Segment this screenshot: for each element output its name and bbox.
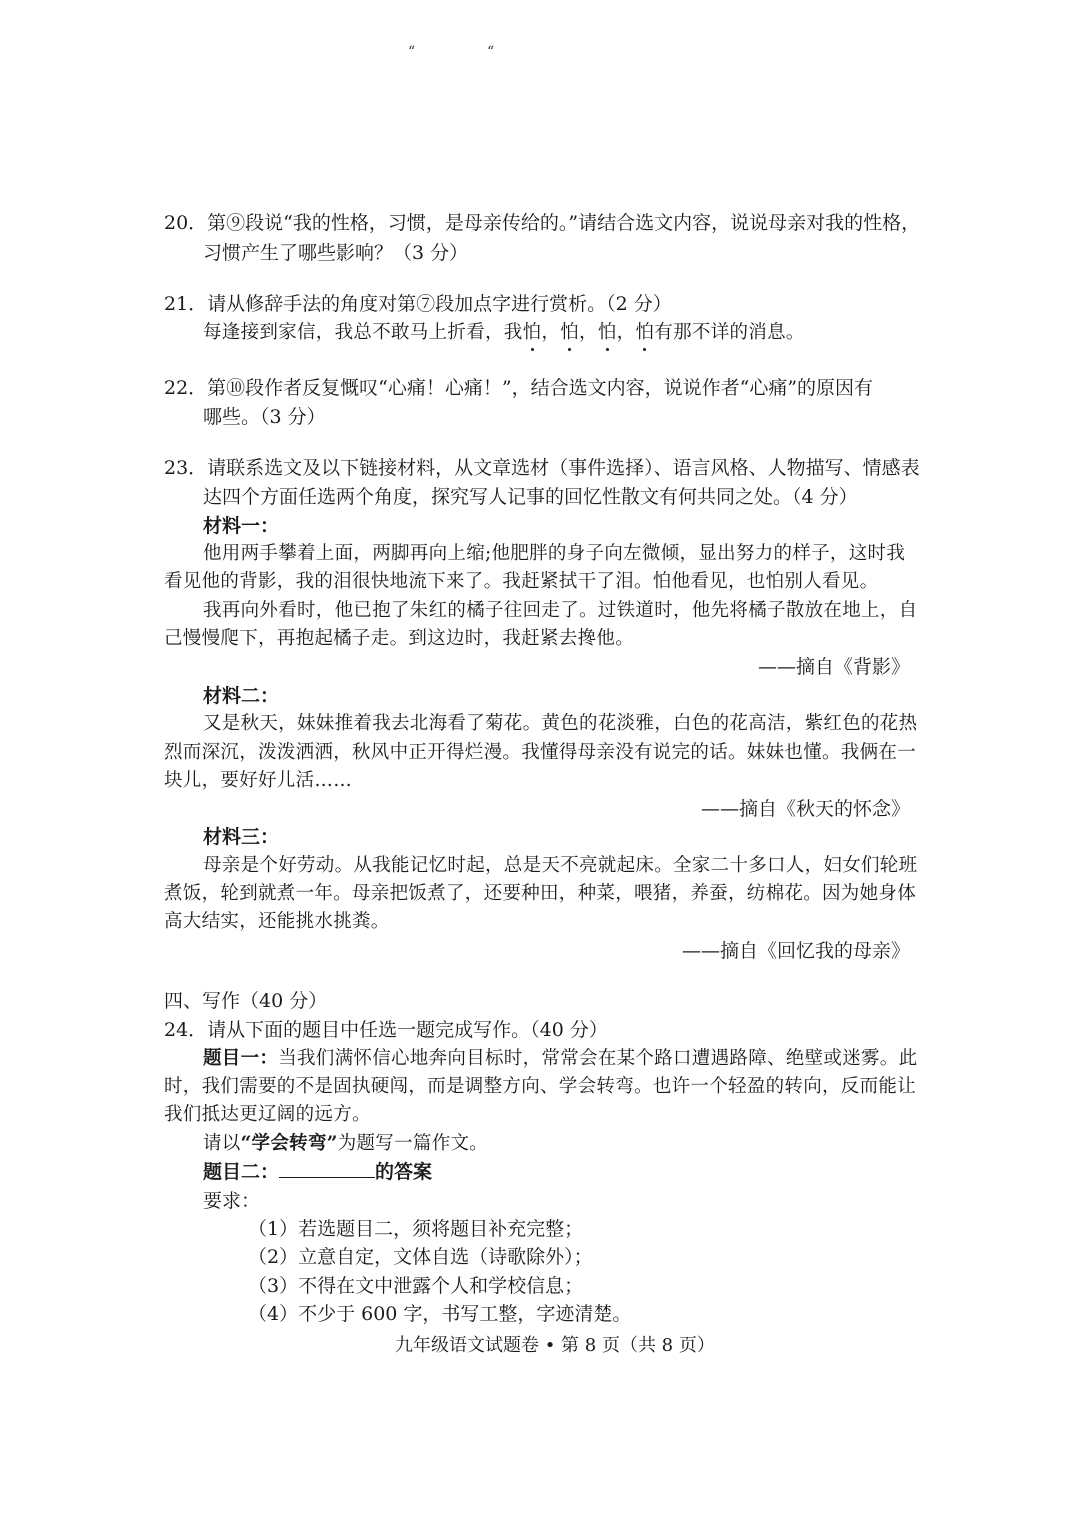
requirement-item: （1）若选题目二，须将题目补充完整； bbox=[248, 1218, 584, 1240]
topic-1-prompt-after: 为题写一篇作文。 bbox=[337, 1133, 489, 1154]
material-1-line: 看见他的背影，我的泪很快地流下来了。我赶紧拭干了泪。怕他看见，也怕别人看见。 bbox=[164, 571, 879, 592]
q21-line1: 21．请从修辞手法的角度对第⑦段加点字进行赏析。（2 分） bbox=[164, 293, 672, 315]
material-3-line: 母亲是个好劳动。从我能记忆时起，总是天不亮就起床。全家二十多口人，妇女们轮班 bbox=[203, 855, 918, 876]
dotted-char: 怕 bbox=[560, 318, 579, 344]
requirement-item: （2）立意自定，文体自选（诗歌除外）； bbox=[248, 1246, 593, 1268]
section-4-heading: 四、写作（40 分） bbox=[164, 990, 328, 1012]
q24-line: 24．请从下面的题目中任选一题完成写作。（40 分） bbox=[164, 1019, 608, 1041]
page-footer: 九年级语文试题卷 • 第 8 页（共 8 页） bbox=[395, 1335, 715, 1356]
dotted-char: 怕 bbox=[635, 318, 654, 344]
topic-2-label: 题目二： bbox=[203, 1161, 280, 1183]
material-2-line: 烈而深沉，泼泼洒洒，秋风中正开得烂漫。我懂得母亲没有说完的话。妹妹也懂。我俩在一 bbox=[164, 742, 917, 763]
topic-1-prompt bbox=[203, 1129, 488, 1155]
material-2-line: 又是秋天，妹妹推着我去北海看了菊花。黄色的花淡雅，白色的花高洁，紫红色的花热 bbox=[203, 713, 918, 734]
topic-1-line2: 时，我们需要的不是固执硬闯，而是调整方向、学会转弯。也许一个轻盈的转向，反而能让 bbox=[164, 1076, 917, 1097]
q22-line2: 哪些。（3 分） bbox=[203, 406, 326, 428]
material-3-line: 高大结实，还能挑水挑粪。 bbox=[164, 911, 390, 932]
material-2-source: ——摘自《秋天的怀念》 bbox=[700, 798, 910, 820]
material-1-line: 我再向外看时，他已抱了朱红的橘子往回走了。过铁道时，他先将橘子散放在地上，自 bbox=[203, 600, 918, 621]
requirement-item: （4）不少于 600 字，书写工整，字迹清楚。 bbox=[248, 1303, 632, 1325]
topic-1-line1 bbox=[203, 1044, 917, 1070]
requirement-item: （3）不得在文中泄露个人和学校信息； bbox=[248, 1275, 584, 1297]
material-1-source: ——摘自《背影》 bbox=[757, 656, 910, 678]
topic-2-line bbox=[203, 1157, 432, 1184]
q21-quote-before: 每逢接到家信，我总不敢马上折看，我 bbox=[203, 322, 523, 343]
q20-line2: 习惯产生了哪些影响？（3 分） bbox=[203, 242, 469, 264]
top-quote-mark-left: “ bbox=[408, 44, 416, 60]
q21-sep: ， bbox=[579, 322, 598, 343]
q23-line2: 达四个方面任选两个角度，探究写人记事的回忆性散文有何共同之处。（4 分） bbox=[203, 486, 858, 508]
material-2-label: 材料二： bbox=[203, 685, 280, 707]
material-3-source: ——摘自《回忆我的母亲》 bbox=[681, 940, 910, 962]
material-2-line: 块儿，要好好儿活…… bbox=[164, 770, 353, 791]
topic-1-label: 题目一： bbox=[203, 1048, 279, 1069]
q21-quote bbox=[203, 318, 805, 344]
q21-sep: ， bbox=[616, 322, 636, 343]
material-3-line: 煮饭，轮到就煮一年。母亲把饭煮了，还要种田，种菜，喂猪，养蚕，纺棉花。因为她身体 bbox=[164, 883, 917, 904]
q22-line1: 22．第⑩段作者反复慨叹“心痛！心痛！”，结合选文内容，说说作者“心痛”的原因有 bbox=[164, 377, 874, 399]
dotted-char: 怕 bbox=[523, 318, 542, 344]
q23-line1: 23．请联系选文及以下链接材料，从文章选材（事件选择）、语言风格、人物描写、情感表 bbox=[164, 457, 920, 479]
material-1-label: 材料一： bbox=[203, 515, 280, 537]
topic-1-prompt-before: 请以 bbox=[203, 1133, 241, 1154]
dotted-char: 怕 bbox=[598, 318, 617, 344]
material-3-label: 材料三： bbox=[203, 826, 280, 848]
q21-quote-after: 有那不详的消息。 bbox=[654, 322, 805, 343]
topic-1-line3: 我们抵达更辽阔的远方。 bbox=[164, 1104, 371, 1125]
material-1-line: 己慢慢爬下，再抱起橘子走。到这边时，我赶紧去搀他。 bbox=[164, 628, 635, 649]
topic-1-text: 当我们满怀信心地奔向目标时，常常会在某个路口遭遇路障、绝壁或迷雾。此 bbox=[278, 1048, 918, 1069]
topic-2-after: 的答案 bbox=[375, 1161, 433, 1183]
top-quote-mark-right: “ bbox=[487, 44, 495, 60]
topic-1-title: “学会转弯” bbox=[240, 1133, 338, 1154]
q20-line1: 20．第⑨段说“我的性格，习惯，是母亲传给的。”请结合选文内容，说说母亲对我的性格， bbox=[164, 212, 921, 234]
q21-sep: ， bbox=[541, 322, 561, 343]
material-1-line: 他用两手攀着上面，两脚再向上缩;他肥胖的身子向左微倾，显出努力的样子，这时我 bbox=[203, 543, 906, 564]
requirements-label: 要求： bbox=[203, 1190, 261, 1212]
topic-2-blank bbox=[279, 1161, 375, 1178]
